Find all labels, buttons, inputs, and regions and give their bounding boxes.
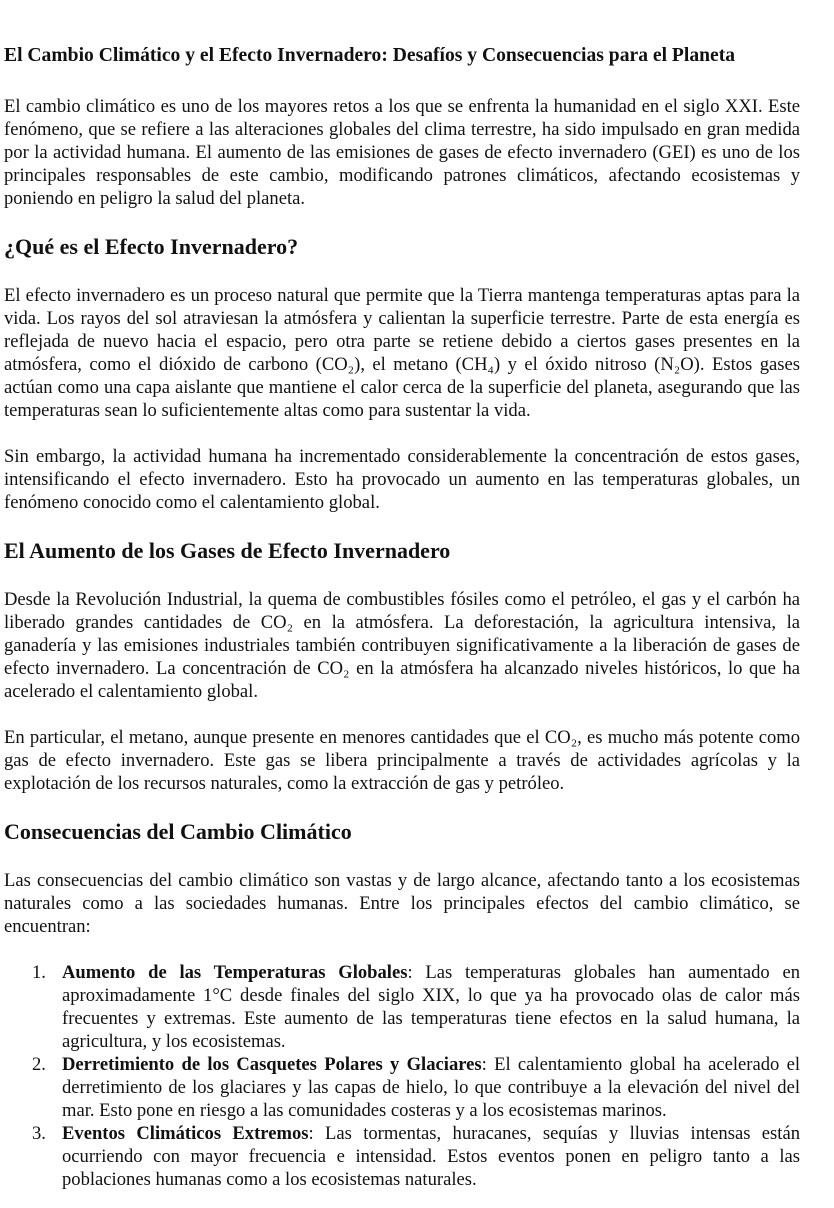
list-item-term: Eventos Climáticos Extremos — [62, 1123, 309, 1144]
list-item — [4, 1053, 800, 1122]
list-item — [4, 961, 800, 1053]
intro-paragraph: El cambio climático es uno de los mayores retos a los que se enfrenta la humanidad en el siglo XXI. Este fenómeno, que se refiere a las alteraciones globales del clima terrestre, ha sido impulsado en gran medida por la actividad humana. El aumento de las emisiones de gases de efecto invernadero (GEI) es uno de los principales responsables de este cambio, modificando patrones climáticos, afectando ecosistemas y poniendo en peligro la salud del planeta. — [4, 96, 800, 209]
paragraph-consequences-1: Las consecuencias del cambio climático son vastas y de largo alcance, afectando tanto a los ecosistemas naturales como a las sociedades humanas. Entre los principales efectos del cambio climático, se encuentran: — [4, 870, 800, 937]
list-item-text: : Las temperaturas globales han aumentado en aproximadamente 1°C desde finales del siglo XIX, lo que ya ha provocado olas de calor más frecuentes y extremas. Este aumento de las temperaturas tiene efectos en la salud humana, la agricultura, y los ecosistemas. — [62, 962, 801, 1052]
list-item-term: Aumento de las Temperaturas Globales — [62, 962, 408, 983]
list-item-text: : Las tormentas, huracanes, sequías y lluvias intensas están ocurriendo con mayor frecuencia e intensidad. Estos eventos ponen en peligro tanto a las poblaciones humanas como a los ecosistemas naturales. — [62, 1123, 800, 1190]
document-title: El Cambio Climático y el Efecto Invernadero: Desafíos y Consecuencias para el Planeta — [4, 45, 736, 66]
list-item-text: : El calentamiento global ha acelerado el derretimiento de los glaciares y las capas de hielo, lo que contribuye a la elevación del nivel del mar. Esto pone en riesgo a las comunidades costeras y a los ecosistemas marinos. — [62, 1054, 800, 1121]
paragraph-greenhouse-2: Sin embargo, la actividad humana ha incrementado considerablemente la concentración de estos gases, intensificando el efecto invernadero. Esto ha provocado un aumento en las temperaturas globales, un fenómeno conocido como el calentamiento global. — [4, 446, 800, 513]
section-heading-gases: El Aumento de los Gases de Efecto Invernadero — [4, 538, 451, 563]
section-heading-consequences: Consecuencias del Cambio Climático — [4, 819, 352, 844]
paragraph-greenhouse-1: El efecto invernadero es un proceso natural que permite que la Tierra mantenga temperaturas aptas para la vida. Los rayos del sol atraviesan la atmósfera y calientan la superficie terrestre. Parte de esta energía es reflejada de nuevo hacia el espacio, pero otra parte se retiene debido a ciertos gases presentes en la atmósfera, como el dióxido de carbono (CO₂), el metano (CH₄) y el óxido nitroso (N₂O). Estos gases actúan como una capa aislante que mantiene el calor cerca de la superficie del planeta, asegurando que las temperaturas sean lo suficientemente altas como para sustentar la vida. — [4, 285, 800, 421]
list-item-number: 1. — [32, 962, 46, 983]
list-item-term: Derretimiento de los Casquetes Polares y Glaciares — [62, 1054, 482, 1075]
list-item-number: 3. — [32, 1123, 46, 1144]
consequences-list — [4, 961, 800, 1191]
section-heading-greenhouse: ¿Qué es el Efecto Invernadero? — [4, 234, 299, 259]
list-item — [4, 1122, 800, 1191]
paragraph-gases-2: En particular, el metano, aunque presente en menores cantidades que el CO₂, es mucho más potente como gas de efecto invernadero. Este gas se libera principalmente a través de actividades agrícolas y la explotación de los recursos naturales, como la extracción de gas y petróleo. — [4, 727, 800, 794]
list-item-number: 2. — [32, 1054, 46, 1075]
paragraph-gases-1: Desde la Revolución Industrial, la quema de combustibles fósiles como el petróleo, el gas y el carbón ha liberado grandes cantidades de CO₂ en la atmósfera. La deforestación, la agricultura intensiva, la ganadería y las emisiones industriales también contribuyen significativamente a la liberación de gases de efecto invernadero. La concentración de CO₂ en la atmósfera ha alcanzado niveles históricos, lo que ha acelerado el calentamiento global. — [4, 589, 800, 702]
